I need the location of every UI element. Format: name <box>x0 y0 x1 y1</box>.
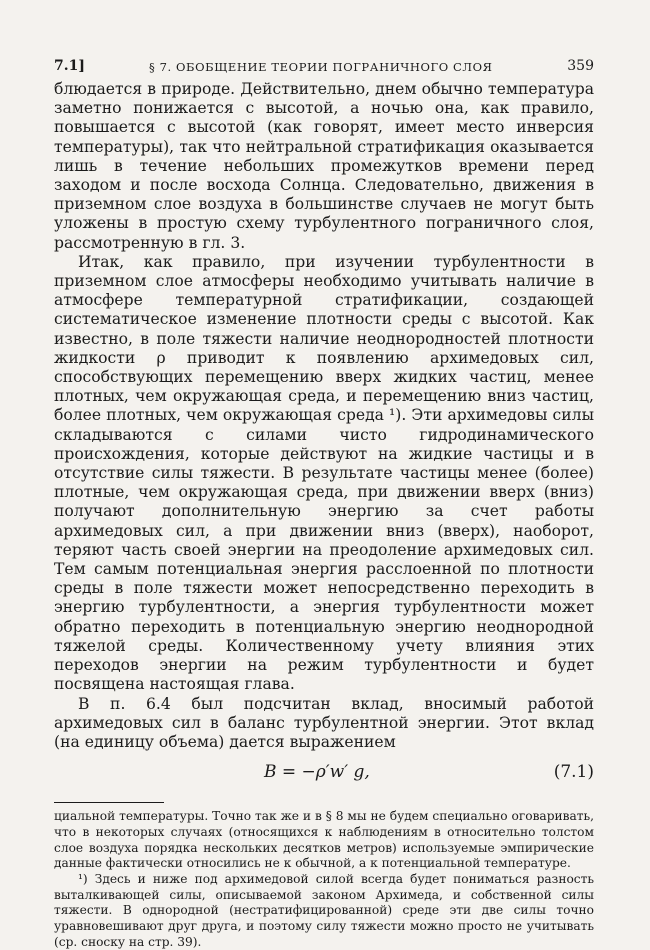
section-number: 7.1] <box>54 58 85 74</box>
running-header <box>54 56 594 80</box>
body-text <box>54 80 594 752</box>
paragraph: В п. 6.4 был подсчитан вклад, вносимый работой архимедовых сил в баланс турбулентной энергии. Этот вклад (на единицу объема) дается выражением <box>54 694 594 751</box>
running-title: § 7. ОБОБЩЕНИЕ ТЕОРИИ ПОГРАНИЧНОГО СЛОЯ <box>149 60 493 74</box>
footnote-continuation: циальной температуры. Точно так же и в § 8 мы не будем специально оговаривать, что в некоторых случаях (относящихся к наблюдениям в относительно толстом слое воздуха порядка нескольких десятков метров) используемые эмпирические данные фактически относились не к обычной, а к потенциальной температуре. <box>54 809 594 871</box>
footnotes <box>54 809 594 950</box>
equation <box>54 758 594 792</box>
paragraph: Итак, как правило, при изучении турбулентности в приземном слое атмосферы необходимо учитывать наличие в атмосфере температурной стратификации, создающей систематическое изменение плотности среды с высотой. Как известно, в поле тяжести наличие неоднородностей плотности жидкости ρ приводит к появлению архимедовых сил, способствующих перемещению вверх жидких частиц, менее плотных, чем окружающая среда, и перемещению вниз частиц, более плотных, чем окружающая среда ¹). Эти архимедовы силы складываются с силами чисто гидродинамического происхождения, которые действуют на жидкие частицы и в отсутствие силы тяжести. В результате частицы менее (более) плотные, чем окружающая среда, при движении вверх (вниз) получают дополнительную энергию за счет работы архимедовых сил, а при движении вниз (вверх), наоборот, теряют часть своей энергии на преодоление архимедовых сил. Тем самым потенциальная энергия расслоенной по плотности среды в поле тяжести может непосредственно переходить в энергию турбулентности, а энергия турбулентности может обратно переходить в потенциальную энергию неоднородной тяжелой среды. Количественному учету влияния этих переходов энергии на режим турбулентности и будет посвящена настоящая глава. <box>54 252 594 694</box>
equation-number: (7.1) <box>553 762 594 783</box>
book-page <box>54 56 594 950</box>
equation-expression: B = −ρ′w′ g, <box>264 762 370 783</box>
paragraph-continuation: блюдается в природе. Действительно, днем обычно температура заметно понижается с высотой, а ночью она, как правило, повышается с высотой (как говорят, имеет место инверсия температуры), так что нейтральной стратификация оказывается лишь в течение небольших промежутков времени перед заходом и после восхода Солнца. Следовательно, движения в приземном слое воздуха в большинстве случаев не могут быть уложены в простую схему турбулентного пограничного слоя, рассмотренную в гл. 3. <box>54 80 594 252</box>
page-number: 359 <box>567 58 594 74</box>
footnote: ¹) Здесь и ниже под архимедовой силой всегда будет пониматься разность выталкивающей силы, описываемой законом Архимеда, и собственной силы тяжести. В однородной (нестратифицированной) среде эти две силы точно уравновешивают друг друга, и поэтому силу тяжести можно просто не учитывать (ср. сноску на стр. 39). <box>54 871 594 949</box>
footnote-divider <box>54 802 164 803</box>
